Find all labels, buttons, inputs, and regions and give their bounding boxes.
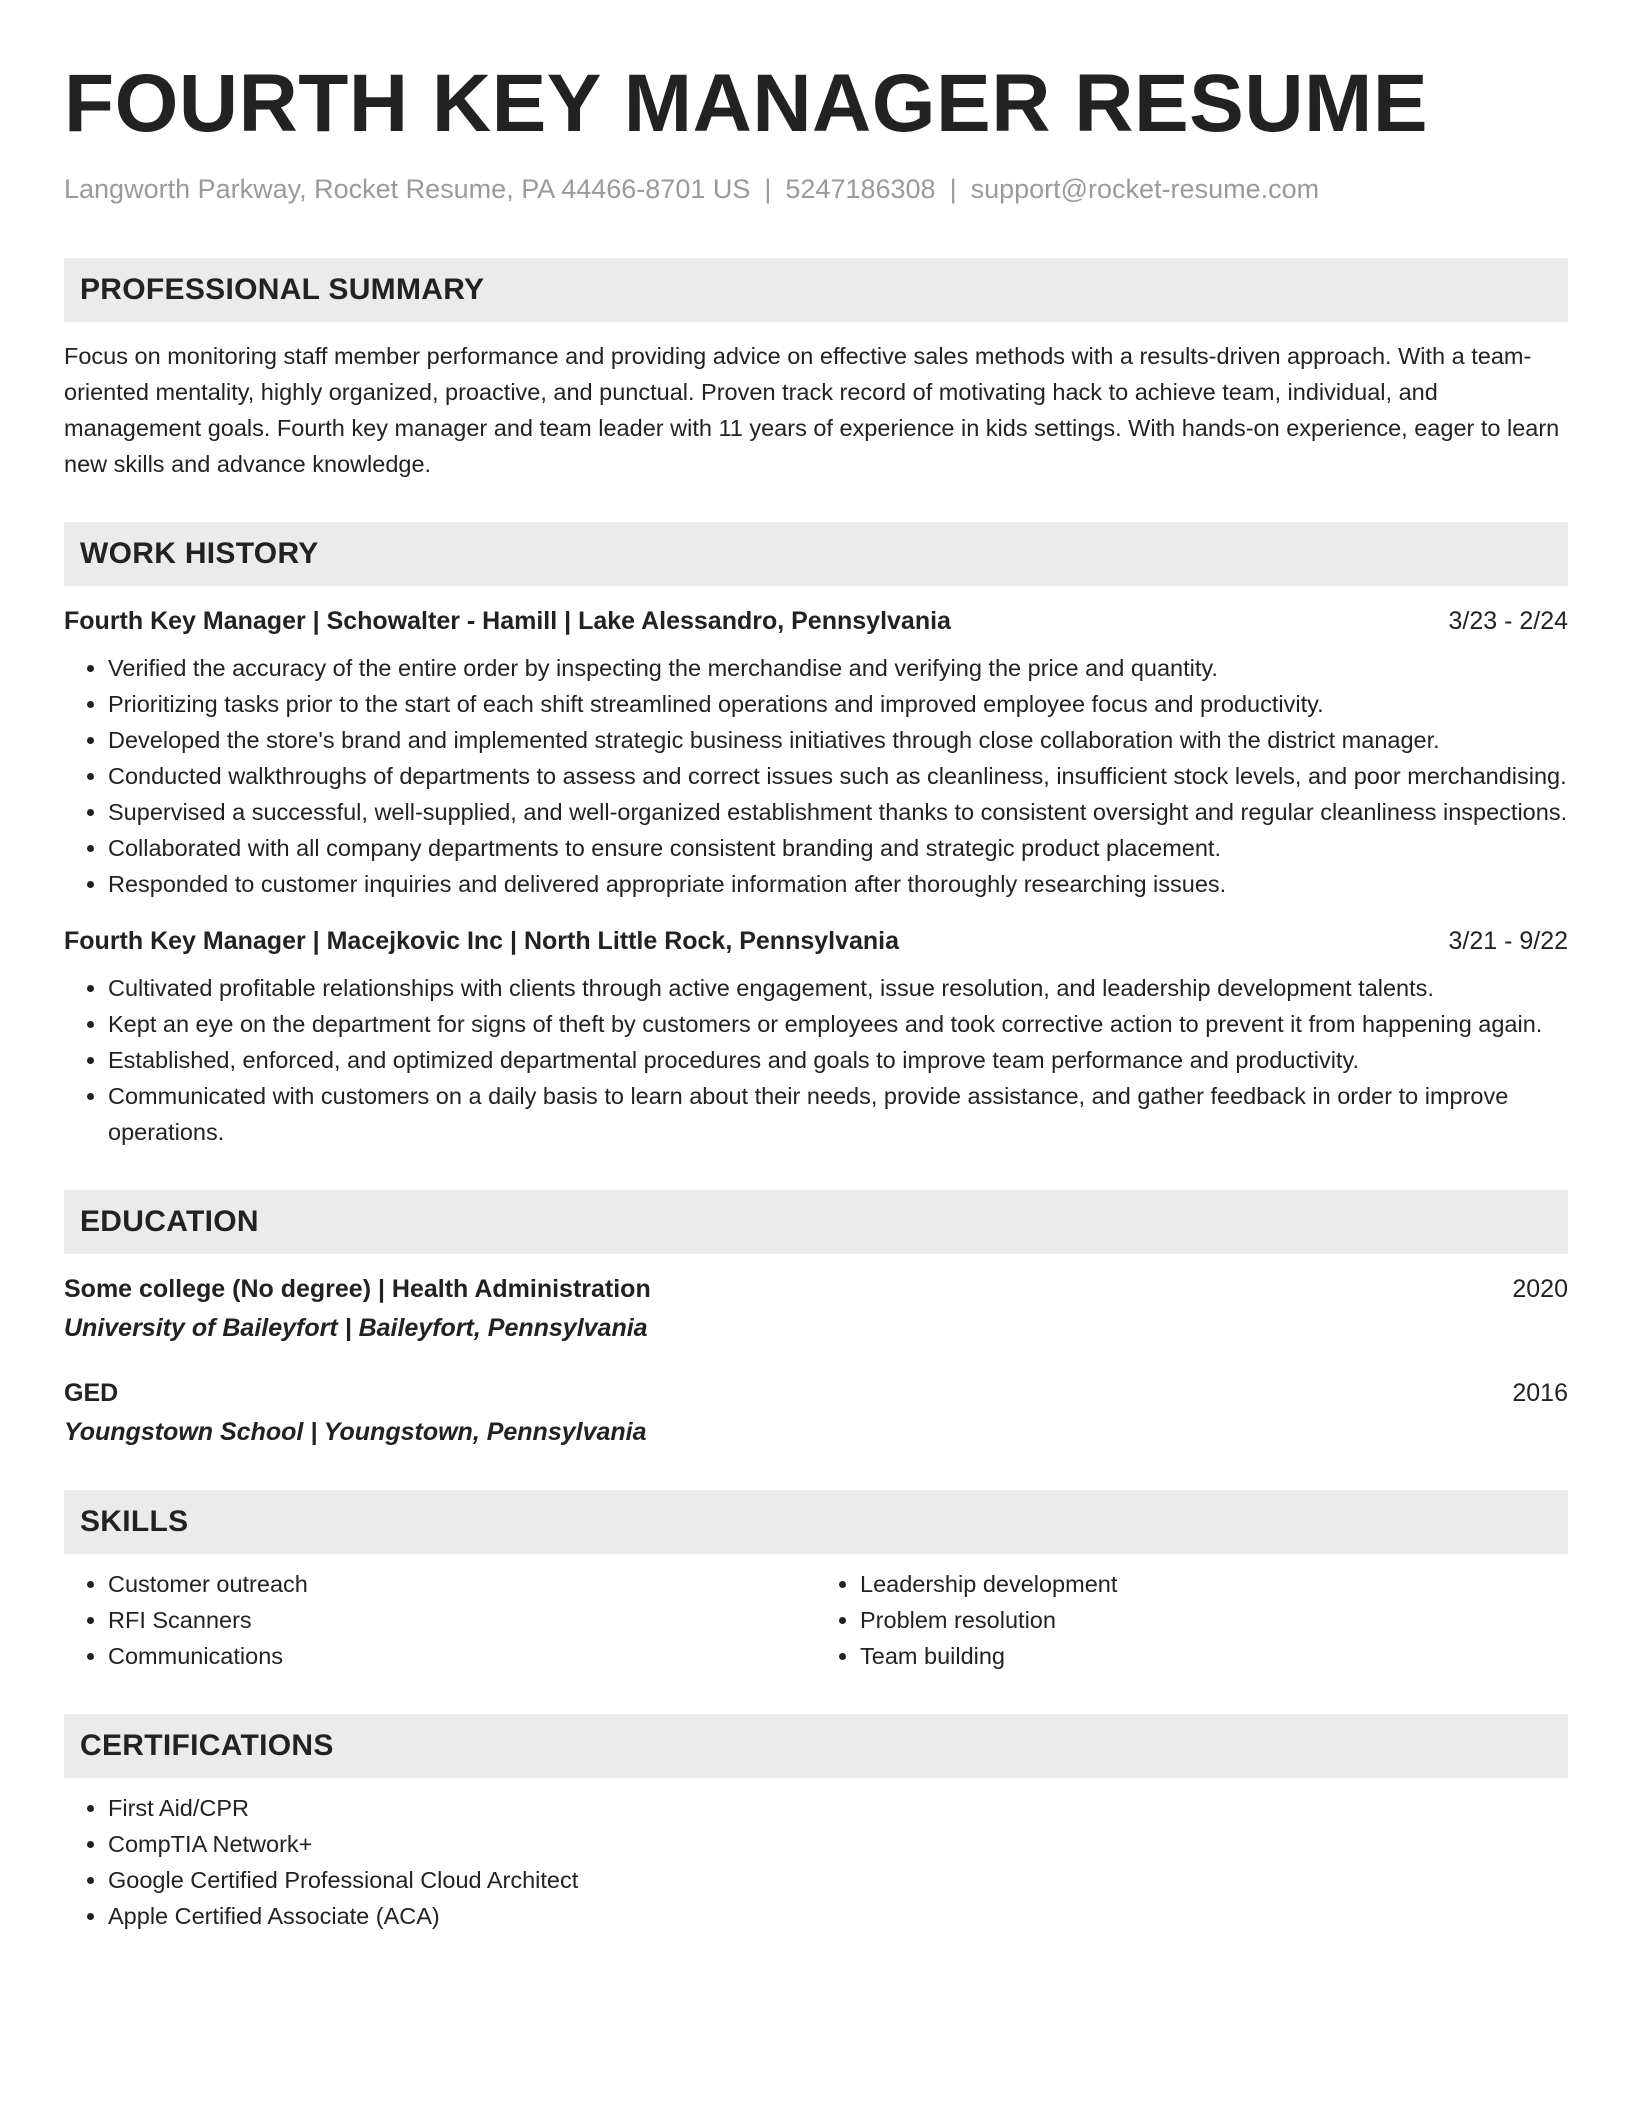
job-bullet: • Conducted walkthroughs of departments to assess and correct issues such as cleanliness, insufficient stock levels, and poor merchandising. (108, 758, 1568, 794)
section-heading-summary: PROFESSIONAL SUMMARY (64, 258, 1568, 322)
section-heading-skills: SKILLS (64, 1490, 1568, 1554)
job-bullet: • Prioritizing tasks prior to the start of each shift streamlined operations and improved employee focus and productivity. (108, 686, 1568, 722)
section-heading-education: EDUCATION (64, 1190, 1568, 1254)
education-header (64, 1376, 1568, 1410)
job-dates: 3/23 - 2/24 (1448, 607, 1568, 635)
section-heading-certifications: CERTIFICATIONS (64, 1714, 1568, 1778)
job-header (64, 924, 1568, 958)
contact-separator: | (949, 174, 957, 204)
skill-item: • Communications (108, 1638, 816, 1674)
job-bullet: • Cultivated profitable relationships with clients through active engagement, issue resolution, and leadership development talents. (108, 970, 1568, 1006)
job-bullet: • Supervised a successful, well-supplied, and well-organized establishment thanks to consistent oversight and regular cleanliness inspections. (108, 794, 1568, 830)
job-bullet: • Kept an eye on the department for signs of theft by customers or employees and took corrective action to prevent it from happening again. (108, 1006, 1568, 1042)
skill-item: • Leadership development (860, 1566, 1568, 1602)
skills-grid (64, 1566, 1568, 1674)
section-heading-work-history: WORK HISTORY (64, 522, 1568, 586)
certification-list (64, 1790, 1568, 1934)
job-bullet: • Communicated with customers on a daily basis to learn about their needs, provide assistance, and gather feedback in order to improve operations. (108, 1078, 1568, 1150)
summary-text: Focus on monitoring staff member performance and providing advice on effective sales methods with a results-driven approach. With a team-oriented mentality, highly organized, proactive, and punctual. Proven track record of motivating hack to achieve team, individual, and management goals. Fourth key manager and team leader with 11 years of experience in kids settings. With hands-on experience, eager to learn new skills and advance knowledge. (64, 343, 1560, 477)
certification-item: • First Aid/CPR (108, 1790, 1568, 1826)
job-header (64, 604, 1568, 638)
contact-phone: 5247186308 (785, 174, 936, 204)
job-bullet-list (64, 650, 1568, 902)
contact-address: Langworth Parkway, Rocket Resume, PA 44466-8701 US (64, 174, 751, 204)
education-school: University of Baileyfort | Baileyfort, Pennsylvania (64, 1314, 648, 1342)
education-year: 2016 (1512, 1379, 1568, 1407)
contact-line (64, 172, 1568, 206)
contact-separator: | (764, 174, 772, 204)
skill-item: • Problem resolution (860, 1602, 1568, 1638)
contact-email: support@rocket-resume.com (970, 174, 1320, 204)
resume-title: FOURTH KEY MANAGER RESUME (64, 58, 1429, 149)
certification-item: • Google Certified Professional Cloud Architect (108, 1862, 1568, 1898)
skills-list-left (64, 1566, 816, 1674)
job-bullet-list (64, 970, 1568, 1150)
education-entry (64, 1272, 1568, 1346)
education-year: 2020 (1512, 1275, 1568, 1303)
job-title: Fourth Key Manager | Schowalter - Hamill | Lake Alessandro, Pennsylvania (64, 607, 951, 635)
job-dates: 3/21 - 9/22 (1448, 927, 1568, 955)
education-degree: Some college (No degree) | Health Administration (64, 1275, 651, 1303)
skill-item: • RFI Scanners (108, 1602, 816, 1638)
job-bullet: • Developed the store's brand and implemented strategic business initiatives through close collaboration with the district manager. (108, 722, 1568, 758)
skill-item: • Customer outreach (108, 1566, 816, 1602)
education-school: Youngstown School | Youngstown, Pennsylvania (64, 1418, 647, 1446)
job-title: Fourth Key Manager | Macejkovic Inc | North Little Rock, Pennsylvania (64, 927, 900, 955)
certification-item: • Apple Certified Associate (ACA) (108, 1898, 1568, 1934)
education-header (64, 1272, 1568, 1306)
job-bullet: • Verified the accuracy of the entire order by inspecting the merchandise and verifying the price and quantity. (108, 650, 1568, 686)
education-degree: GED (64, 1379, 119, 1407)
job-bullet: • Established, enforced, and optimized departmental procedures and goals to improve team performance and productivity. (108, 1042, 1568, 1078)
skills-list-right (816, 1566, 1568, 1674)
education-entry (64, 1376, 1568, 1450)
job-bullet: • Responded to customer inquiries and delivered appropriate information after thoroughly researching issues. (108, 866, 1568, 902)
certification-item: • CompTIA Network+ (108, 1826, 1568, 1862)
job-bullet: • Collaborated with all company departments to ensure consistent branding and strategic product placement. (108, 830, 1568, 866)
skill-item: • Team building (860, 1638, 1568, 1674)
